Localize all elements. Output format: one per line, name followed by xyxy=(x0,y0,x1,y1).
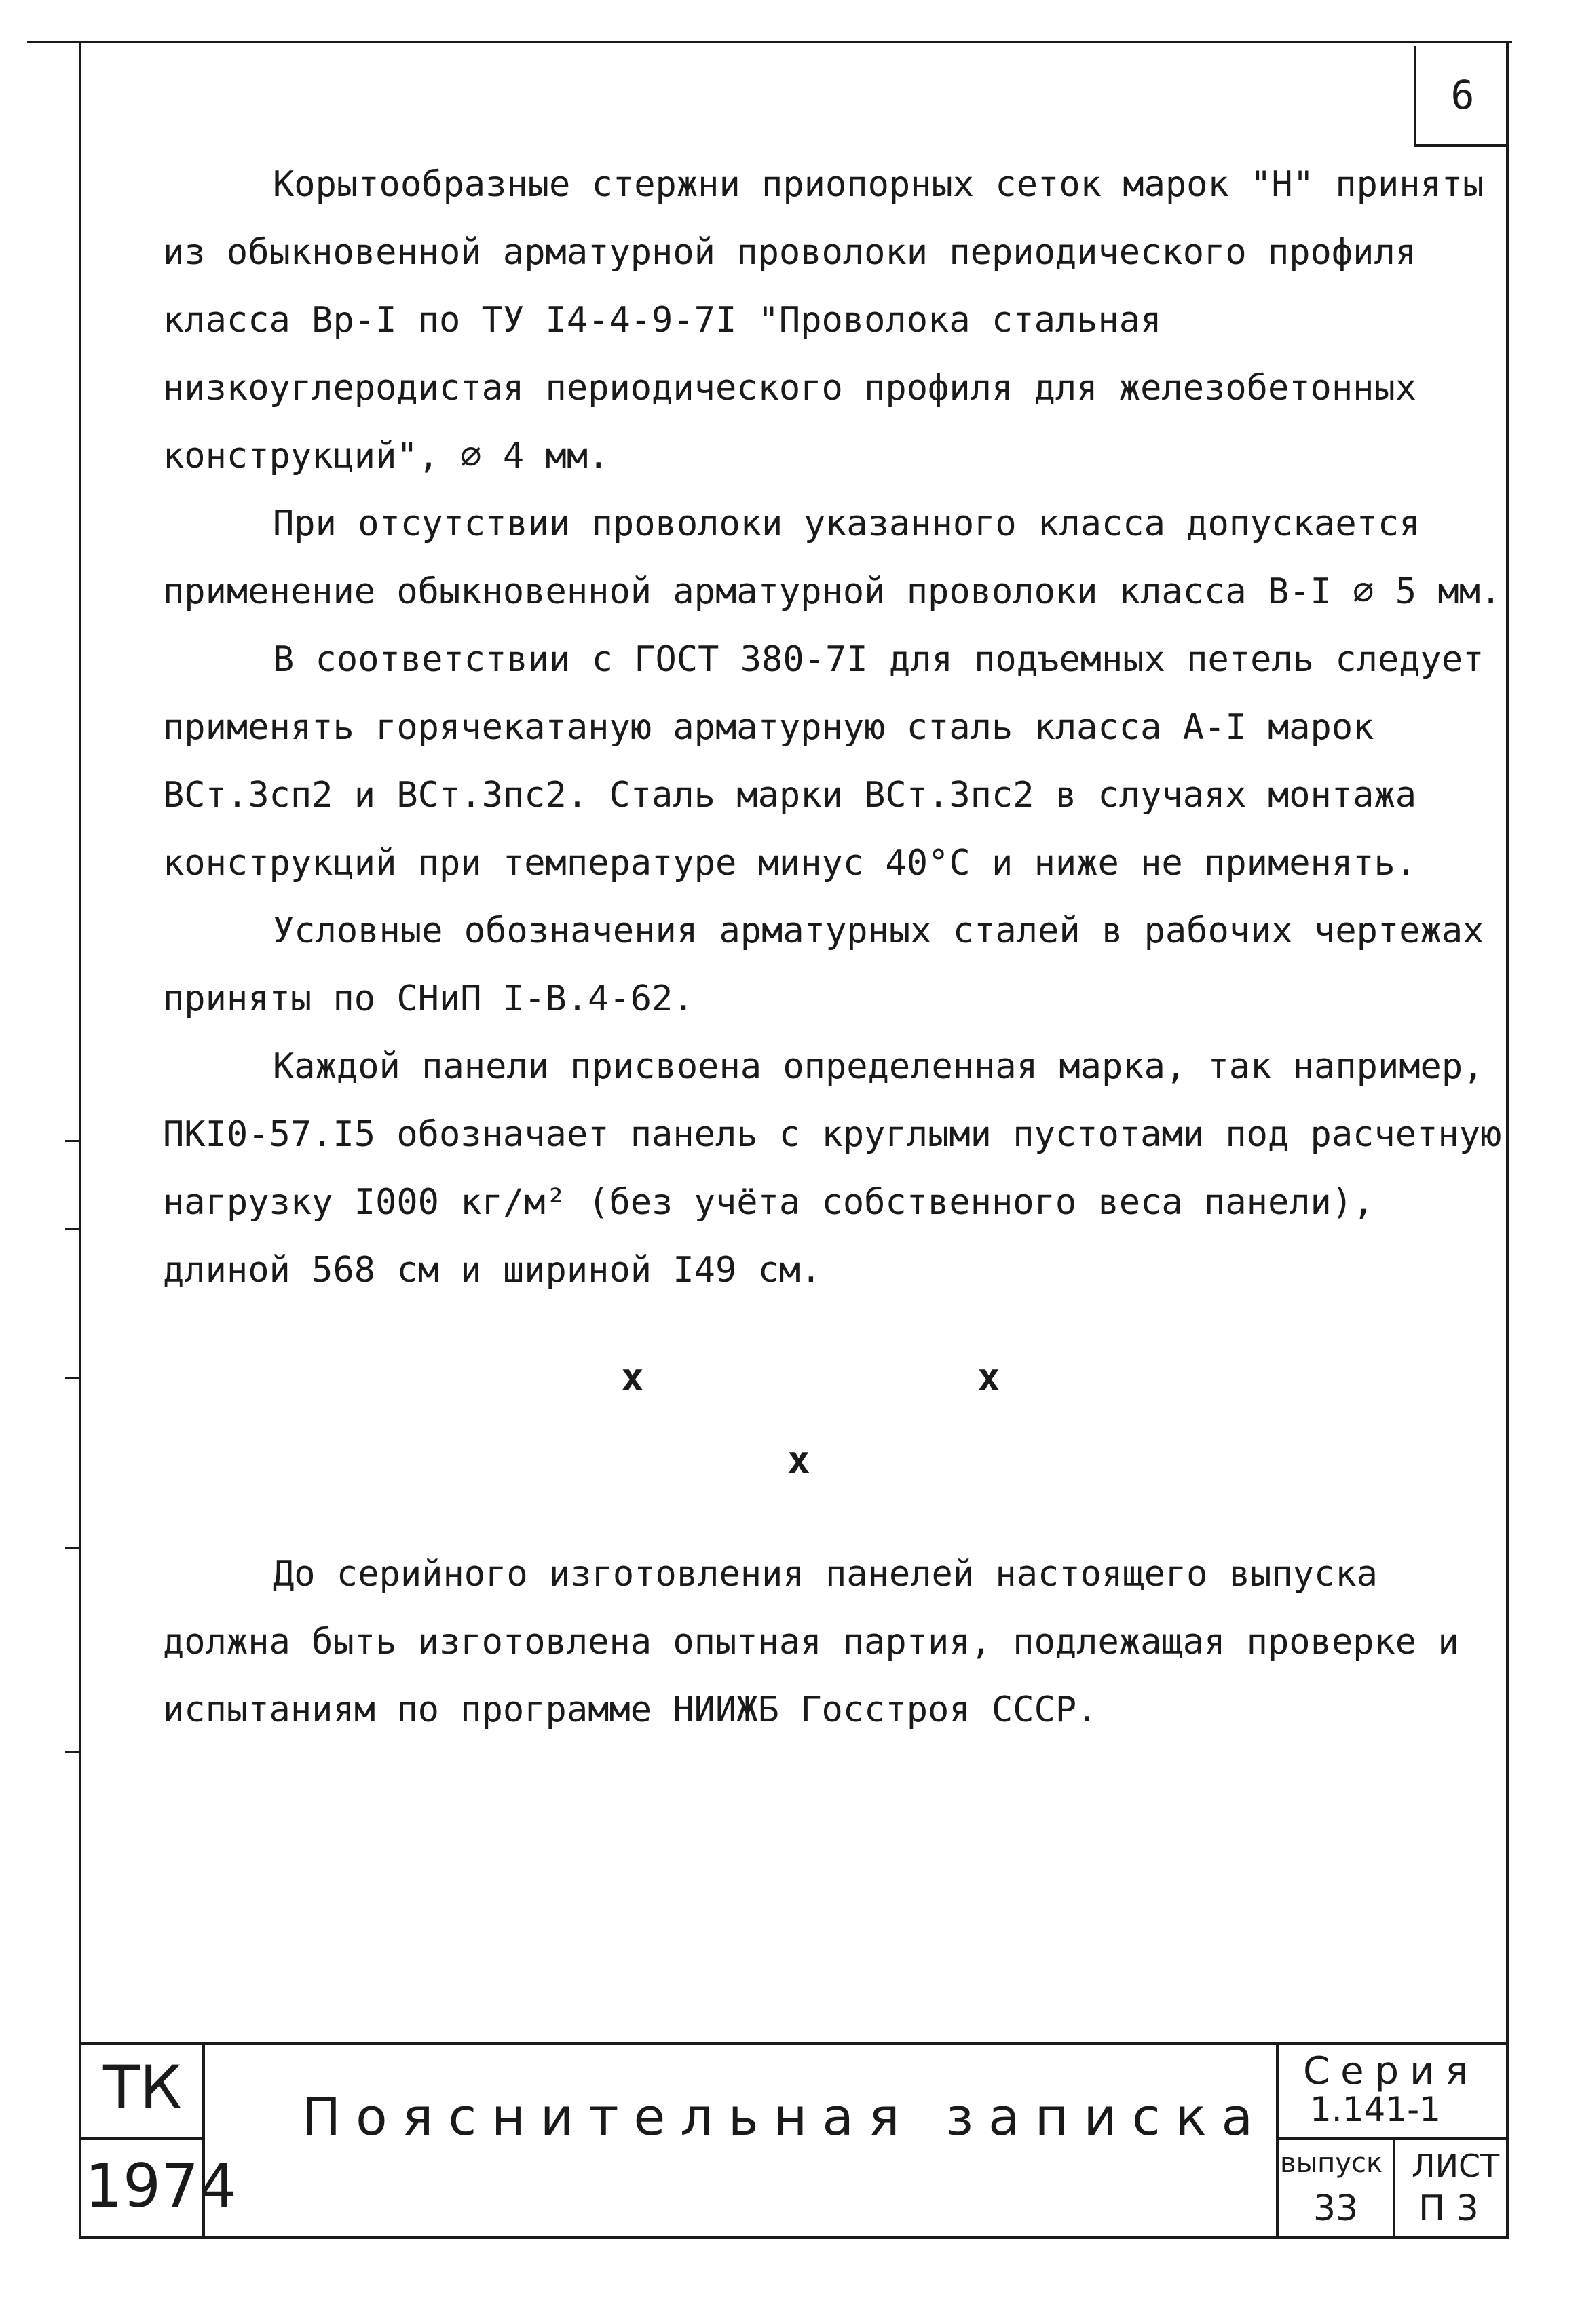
issue-label: выпуск xyxy=(1280,2148,1383,2179)
frame-top-line xyxy=(27,41,1512,43)
title-block-divider xyxy=(1276,2042,1279,2239)
separator-mark: x xyxy=(787,1439,810,1483)
year: 1974 xyxy=(85,2151,237,2221)
paragraph: Каждой панели присвоена определенная марка, так например, ПКI0-57.I5 обозначает панель с круглыми пустотами под расчетную нагрузку I000 кг/м² (без учёта собственного веса панели), длиной 568 см и шириной I49 см. xyxy=(163,1046,1502,1291)
title-block-divider xyxy=(79,2137,204,2140)
title-block-divider xyxy=(1393,2137,1395,2239)
binding-tick xyxy=(65,1547,80,1549)
binding-tick xyxy=(65,1140,80,1142)
paragraph: При отсутствии проволоки указанного класса допускается применение обыкновенной арматурной проволоки класса В-I ∅ 5 мм. xyxy=(163,503,1502,612)
title-block-top-line xyxy=(79,2042,1509,2045)
binding-tick xyxy=(65,1228,80,1230)
final-text xyxy=(163,1540,1507,1744)
sheet-label: ЛИСТ xyxy=(1412,2148,1500,2184)
separator-mark: x xyxy=(621,1356,644,1400)
paragraph: В соответствии с ГОСТ 380-7I для подъемных петель следует применять горячекатаную арматурную сталь класса А-I марок ВСт.3сп2 и ВСт.3пс2. Сталь марки ВСт.3пс2 в случаях монтажа конструкций при температуре минус 40°С и ниже не применять. xyxy=(163,639,1484,883)
series-label: Серия xyxy=(1303,2049,1480,2093)
series-value: 1.141-1 xyxy=(1310,2090,1441,2129)
page-number: 6 xyxy=(1450,72,1475,118)
body-text xyxy=(163,151,1507,1304)
binding-tick xyxy=(65,1377,80,1379)
paragraph: Условные обозначения арматурных сталей в рабочих чертежах приняты по СНиП I-В.4-62. xyxy=(163,911,1484,1019)
page-number-box xyxy=(1414,46,1509,147)
separator-mark: x xyxy=(977,1356,1000,1400)
final-paragraph: До серийного изготовления панелей настоящего выпуска должна быть изготовлена опытная партия, подлежащая проверке и испытаниям по программе НИИЖБ Госстроя СССР. xyxy=(163,1554,1459,1730)
issue-value: 33 xyxy=(1313,2188,1359,2229)
frame-bottom-line xyxy=(79,2236,1509,2239)
binding-tick xyxy=(65,1751,80,1753)
org-code: ТК xyxy=(103,2053,183,2122)
sheet-value: П 3 xyxy=(1418,2188,1479,2229)
paragraph: Корытообразные стержни приопорных сеток марок "Н" приняты из обыкновенной арматурной проволоки периодического профиля класса Вр-I по ТУ I4-4-9-7I "Проволока стальная низкоуглеродистая периодического профиля для железобетонных конструкций", ∅ 4 мм. xyxy=(163,164,1484,476)
document-title: Пояснительная записка xyxy=(302,2087,1268,2147)
